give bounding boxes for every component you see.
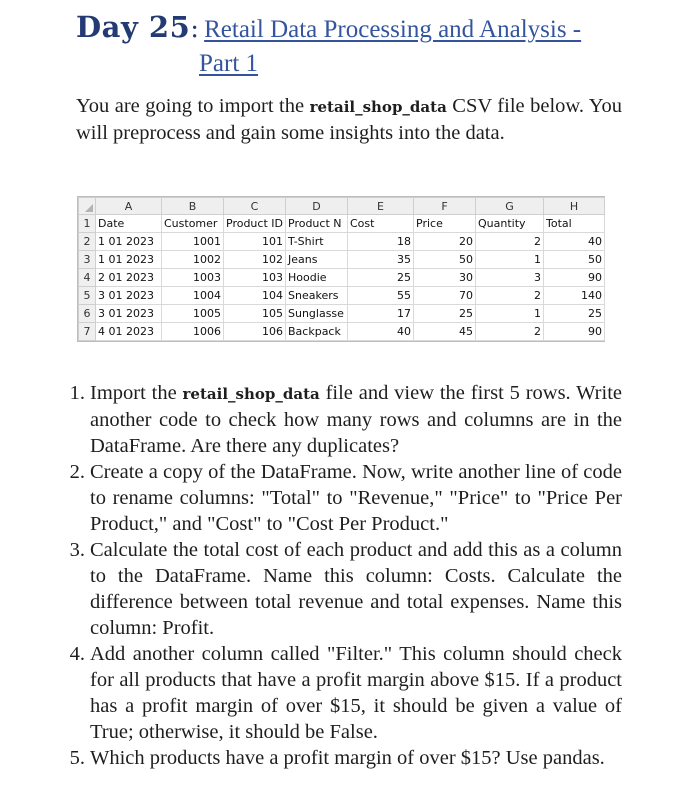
table-cell: 70	[414, 287, 476, 305]
table-cell: 17	[348, 305, 414, 323]
table-cell: 4 01 2023	[96, 323, 162, 341]
task-text: Calculate the total cost of each product and add this as a column to the DataFrame. Name this column: Costs. Calculate the difference between total revenue and total expenses. Name this column: Profit.	[90, 539, 622, 639]
table-cell: 1 01 2023	[96, 233, 162, 251]
row-number: 4	[79, 269, 96, 287]
table-cell: 102	[224, 251, 286, 269]
column-header-row	[79, 198, 605, 215]
column-header: F	[414, 198, 476, 215]
task-item	[55, 745, 622, 771]
intro-text-after: CSV file below. You will preprocess and gain some insights into the data.	[76, 95, 622, 144]
table-row	[79, 269, 605, 287]
column-header: H	[544, 198, 605, 215]
table-cell: 90	[544, 269, 605, 287]
column-header: A	[96, 198, 162, 215]
column-header: G	[476, 198, 544, 215]
select-all-corner	[79, 198, 96, 215]
row-number: 1	[79, 215, 96, 233]
day-label: Day 25	[76, 10, 191, 44]
table-cell: 55	[348, 287, 414, 305]
table-cell: 90	[544, 323, 605, 341]
row-number: 7	[79, 323, 96, 341]
table-cell: 3 01 2023	[96, 305, 162, 323]
table-row	[79, 323, 605, 341]
task-item	[55, 459, 622, 537]
table-cell: 104	[224, 287, 286, 305]
table-cell: Sneakers	[286, 287, 348, 305]
table-cell: 20	[414, 233, 476, 251]
table-cell: Price	[414, 215, 476, 233]
table-cell: 1006	[162, 323, 224, 341]
table-cell: 1 01 2023	[96, 251, 162, 269]
task-filename: retail_shop_data	[182, 385, 320, 403]
task-number: 2.	[69, 461, 85, 483]
table-cell: 1	[476, 305, 544, 323]
table-cell: Hoodie	[286, 269, 348, 287]
row-number: 6	[79, 305, 96, 323]
table-cell: 25	[414, 305, 476, 323]
table-cell: 1	[476, 251, 544, 269]
table-cell: Sunglasse	[286, 305, 348, 323]
table-cell: 2	[476, 323, 544, 341]
task-number: 4.	[69, 643, 85, 665]
table-cell: 140	[544, 287, 605, 305]
table-cell: 1004	[162, 287, 224, 305]
task-item	[55, 641, 622, 745]
task-list	[55, 380, 622, 771]
table-cell: 50	[544, 251, 605, 269]
table-cell: 25	[348, 269, 414, 287]
table-cell: Cost	[348, 215, 414, 233]
table-cell: Product ID	[224, 215, 286, 233]
table-cell: 40	[348, 323, 414, 341]
table-cell: 106	[224, 323, 286, 341]
table-cell: Customer	[162, 215, 224, 233]
column-header: B	[162, 198, 224, 215]
table-row	[79, 305, 605, 323]
row-number: 5	[79, 287, 96, 305]
table-cell: 2	[476, 233, 544, 251]
table-row	[79, 251, 605, 269]
table-cell: 3	[476, 269, 544, 287]
table-cell: 40	[544, 233, 605, 251]
table-row	[79, 215, 605, 233]
table-cell: Jeans	[286, 251, 348, 269]
table-row	[79, 287, 605, 305]
task-text: Which products have a profit margin of over $15? Use pandas.	[90, 747, 605, 769]
table-cell: 101	[224, 233, 286, 251]
table-cell: 50	[414, 251, 476, 269]
table-cell: 1003	[162, 269, 224, 287]
title-colon: :	[190, 14, 200, 44]
table-cell: Backpack	[286, 323, 348, 341]
table-cell: 2	[476, 287, 544, 305]
task-text: Add another column called "Filter." This column should check for all products that have a profit margin above $15. If a product has a profit margin of over $15, it should be given a value of True; otherwise, it should be False.	[90, 643, 622, 743]
table-cell: 1002	[162, 251, 224, 269]
table-cell: Total	[544, 215, 605, 233]
table-cell: 45	[414, 323, 476, 341]
column-header: E	[348, 198, 414, 215]
table-cell: Date	[96, 215, 162, 233]
table-cell: Quantity	[476, 215, 544, 233]
task-text: Create a copy of the DataFrame. Now, write another line of code to rename columns: "Total" to "Revenue," "Price" to "Price Per Product," and "Cost" to "Cost Per Product."	[90, 461, 622, 535]
table-cell: 30	[414, 269, 476, 287]
intro-filename: retail_shop_data	[309, 98, 447, 116]
table-cell: 25	[544, 305, 605, 323]
row-number: 3	[79, 251, 96, 269]
task-text-after: file and view the first 5 rows. Write another code to check how many rows and columns are in the DataFrame. Are there any duplicates?	[90, 382, 622, 457]
table-cell: 18	[348, 233, 414, 251]
table-cell: Product N	[286, 215, 348, 233]
column-header: D	[286, 198, 348, 215]
spreadsheet-table	[78, 197, 605, 341]
task-text: Import the	[90, 382, 183, 404]
title-text-line1: Retail Data Processing and Analysis -	[204, 16, 582, 43]
page-title	[76, 10, 636, 77]
intro-text-before: You are going to import the	[76, 95, 310, 117]
table-cell: T-Shirt	[286, 233, 348, 251]
table-cell: 105	[224, 305, 286, 323]
task-number: 1.	[69, 382, 85, 404]
title-text-line2: Part 1	[199, 50, 259, 77]
intro-paragraph	[76, 93, 622, 146]
column-header: C	[224, 198, 286, 215]
table-cell: 35	[348, 251, 414, 269]
table-cell: 1001	[162, 233, 224, 251]
task-item	[55, 537, 622, 641]
row-number: 2	[79, 233, 96, 251]
table-row	[79, 233, 605, 251]
table-cell: 3 01 2023	[96, 287, 162, 305]
spreadsheet-preview	[77, 196, 605, 342]
task-number: 3.	[69, 539, 85, 561]
table-cell: 1005	[162, 305, 224, 323]
task-item	[55, 380, 622, 459]
table-cell: 2 01 2023	[96, 269, 162, 287]
task-number: 5.	[69, 747, 85, 769]
table-cell: 103	[224, 269, 286, 287]
